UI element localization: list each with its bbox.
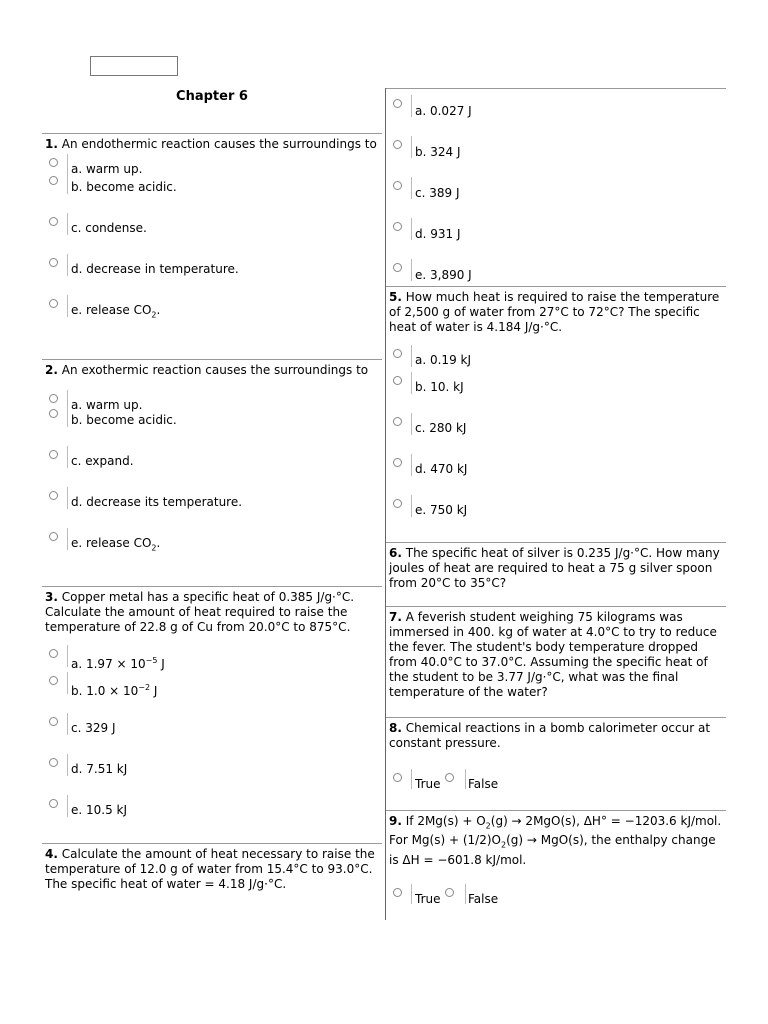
option-4a[interactable]: a. 0.027 J bbox=[389, 89, 724, 130]
option-4c[interactable]: c. 389 J bbox=[389, 171, 724, 212]
option-4b[interactable]: b. 324 J bbox=[389, 130, 724, 171]
question-7-text: 7. A feverish student weighing 75 kilograms was immersed in 400. kg of water at 4.0°C to try to reduce the fever. The student's body temperature dropped from 40.0°C to 37.0°C. Assuming the specific heat of the student to be 3.77 J/g·°C, what was the final temperature of the water? bbox=[389, 610, 717, 699]
option-3b[interactable]: b. $1.0 \times 10^{-2}$ J bbox=[45, 670, 380, 711]
radio-3e[interactable] bbox=[49, 799, 58, 808]
option-4d[interactable]: d. 931 J bbox=[389, 212, 724, 253]
question-1-text: 1. An endothermic reaction causes the surroundings to bbox=[45, 137, 377, 151]
question-7 bbox=[386, 606, 726, 717]
radio-1d[interactable] bbox=[49, 258, 58, 267]
radio-4b[interactable] bbox=[393, 140, 402, 149]
question-8-text: 8. Chemical reactions in a bomb calorimeter occur at constant pressure. bbox=[389, 721, 711, 750]
radio-9-false[interactable] bbox=[445, 888, 454, 897]
true-false-8: True False bbox=[389, 765, 724, 791]
radio-3b[interactable] bbox=[49, 676, 58, 685]
radio-4e[interactable] bbox=[393, 263, 402, 272]
radio-2a[interactable] bbox=[49, 394, 58, 403]
question-6 bbox=[386, 542, 726, 606]
option-5e[interactable]: e. 750 kJ bbox=[389, 493, 724, 523]
option-3d[interactable]: d. 7.51 kJ bbox=[45, 752, 380, 793]
option-1e[interactable]: e. release $CO_2$. bbox=[45, 293, 380, 334]
option-3a[interactable]: a. $1.97 \times 10^{-5}$ J bbox=[45, 635, 380, 670]
radio-3a[interactable] bbox=[49, 649, 58, 658]
radio-5c[interactable] bbox=[393, 417, 402, 426]
option-2e[interactable]: e. release $CO_2$. bbox=[45, 526, 380, 567]
question-3-text: 3. Copper metal has a specific heat of 0.385 J/g·°C. Calculate the amount of heat required to raise the temperature of 22.8 g of Cu from 20.0°C to 875°C. bbox=[45, 590, 355, 634]
option-3e[interactable]: e. 10.5 kJ bbox=[45, 793, 380, 834]
radio-2d[interactable] bbox=[49, 491, 58, 500]
radio-9-true[interactable] bbox=[393, 888, 402, 897]
option-1a[interactable]: a. warm up. bbox=[45, 152, 380, 170]
option-1c[interactable]: c. condense. bbox=[45, 211, 380, 252]
option-3c[interactable]: c. 329 J bbox=[45, 711, 380, 752]
question-4 bbox=[42, 843, 382, 893]
option-2c[interactable]: c. expand. bbox=[45, 444, 380, 485]
option-5b[interactable]: b. 10. kJ bbox=[389, 370, 724, 411]
true-false-9: True False bbox=[389, 880, 724, 906]
option-2b[interactable]: b. become acidic. bbox=[45, 403, 380, 444]
radio-5d[interactable] bbox=[393, 458, 402, 467]
question-3 bbox=[42, 586, 382, 843]
option-5d[interactable]: d. 470 kJ bbox=[389, 452, 724, 493]
radio-4a[interactable] bbox=[393, 99, 402, 108]
right-column bbox=[385, 88, 726, 920]
option-2a[interactable]: a. warm up. bbox=[45, 378, 380, 403]
question-8 bbox=[386, 717, 726, 810]
radio-1a[interactable] bbox=[49, 158, 58, 167]
radio-2c[interactable] bbox=[49, 450, 58, 459]
question-4-text: 4. Calculate the amount of heat necessary to raise the temperature of 12.0 g of water from 15.4°C to 93.0°C. The specific heat of water = 4.18 J/g·°C. bbox=[45, 847, 375, 891]
question-5 bbox=[386, 286, 726, 542]
option-1b[interactable]: b. become acidic. bbox=[45, 170, 380, 211]
question-2-text: 2. An exothermic reaction causes the surroundings to bbox=[45, 363, 369, 377]
radio-3c[interactable] bbox=[49, 717, 58, 726]
question-6-text: 6. The specific heat of silver is 0.235 J/g·°C. How many joules of heat are required to heat a 75 g silver spoon from 20°C to 35°C? bbox=[389, 546, 720, 590]
left-column bbox=[42, 133, 382, 893]
option-5c[interactable]: c. 280 kJ bbox=[389, 411, 724, 452]
radio-2e[interactable] bbox=[49, 532, 58, 541]
question-4-options bbox=[386, 88, 726, 286]
question-2 bbox=[42, 359, 382, 586]
radio-1b[interactable] bbox=[49, 176, 58, 185]
option-2d[interactable]: d. decrease its temperature. bbox=[45, 485, 380, 526]
option-4e[interactable]: e. 3,890 J bbox=[389, 253, 724, 286]
page-title: Chapter 6 bbox=[176, 89, 248, 104]
option-5a[interactable]: a. 0.19 kJ bbox=[389, 335, 724, 370]
radio-5e[interactable] bbox=[393, 499, 402, 508]
option-1d[interactable]: d. decrease in temperature. bbox=[45, 252, 380, 293]
name-input-box[interactable] bbox=[90, 56, 178, 76]
radio-4d[interactable] bbox=[393, 222, 402, 231]
radio-5a[interactable] bbox=[393, 349, 402, 358]
radio-3d[interactable] bbox=[49, 758, 58, 767]
question-1 bbox=[42, 133, 382, 359]
radio-5b[interactable] bbox=[393, 376, 402, 385]
radio-4c[interactable] bbox=[393, 181, 402, 190]
radio-8-false[interactable] bbox=[445, 773, 454, 782]
radio-1e[interactable] bbox=[49, 299, 58, 308]
question-9-text: 9. If $2Mg(s) + O_2(g) \to 2MgO(s)$, ΔH° = −1203.6 kJ/mol. For $Mg(s) + (1/2)O_2(g) \to MgO(s)$, the enthalpy change is ΔH = −601.8 kJ/mol. bbox=[389, 814, 722, 867]
radio-2b[interactable] bbox=[49, 409, 58, 418]
question-5-text: 5. How much heat is required to raise the temperature of 2,500 g of water from 27°C to 72°C? The specific heat of water is 4.184 J/g·°C. bbox=[389, 290, 720, 334]
radio-1c[interactable] bbox=[49, 217, 58, 226]
radio-8-true[interactable] bbox=[393, 773, 402, 782]
question-9 bbox=[386, 810, 726, 920]
